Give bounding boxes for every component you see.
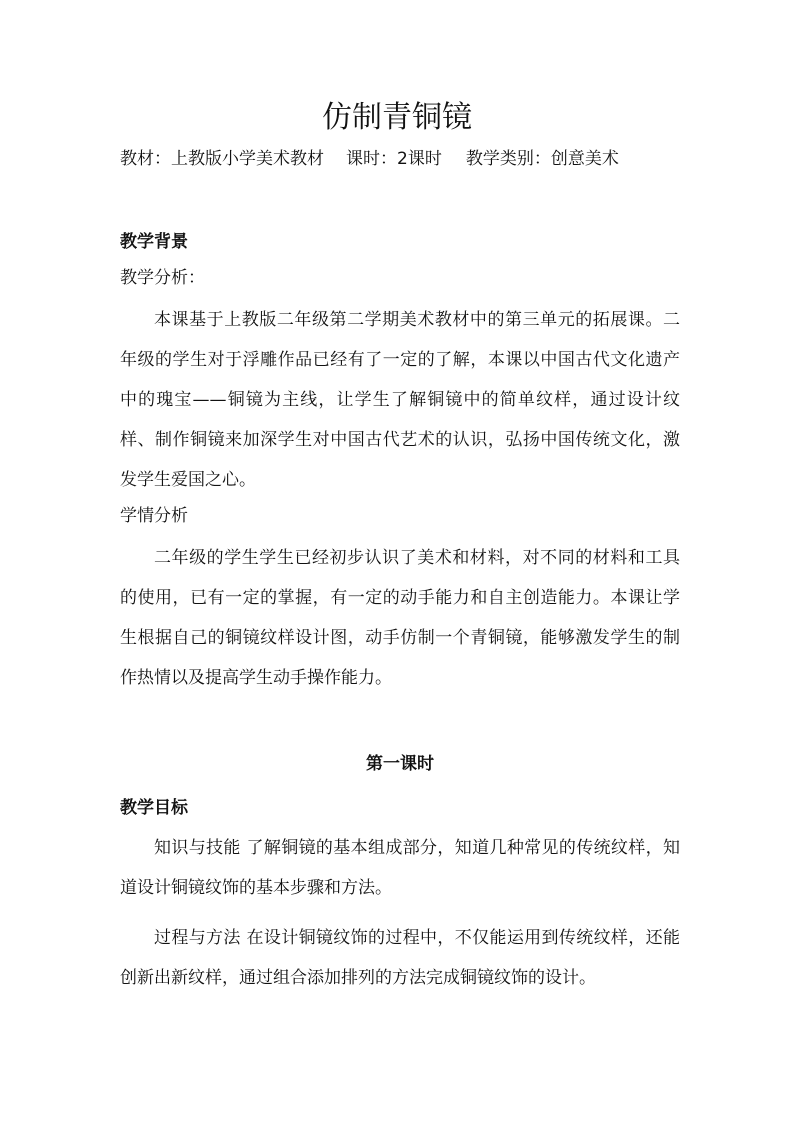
- goal-knowledge-skills: 知识与技能 了解铜镜的基本组成部分，知道几种常见的传统纹样，知道设计铜镜纹饰的基本步骤和方法。: [120, 838, 680, 898]
- document-body: [120, 226, 680, 998]
- analysis-paragraph: 本课基于上教版二年级第二学期美术教材中的第三单元的拓展课。二年级的学生对于浮雕作品已经有了一定的了解，本课以中国古代文化遗产中的瑰宝——铜镜为主线，让学生了解铜镜中的简单纹样，通过设计纹样、制作铜镜来加深学生对中国古代艺术的认识，弘扬中国传统文化，激发学生爱国之心。: [120, 310, 680, 490]
- hours-info: 课时：2课时: [346, 149, 442, 169]
- analysis-heading: 教学分析：: [120, 268, 205, 288]
- background-heading: 教学背景: [120, 232, 188, 252]
- category-info: 教学类别：创意美术: [465, 149, 619, 169]
- material-info: 教材：上教版小学美术教材: [120, 149, 324, 169]
- student-analysis-paragraph: 二年级的学生学生已经初步认识了美术和材料，对不同的材料和工具的使用，已有一定的掌握，有一定的动手能力和自主创造能力。本课让学生根据自己的铜镜纹样设计图，动手仿制一个青铜镜，能够激发学生的制作热情以及提高学生动手操作能力。: [120, 548, 680, 688]
- teaching-goals-heading: 教学目标: [120, 798, 188, 818]
- lesson-one-title: 第一课时: [366, 754, 434, 774]
- student-analysis-heading: 学情分析: [120, 506, 188, 526]
- document-title: 仿制青铜镜: [322, 100, 472, 135]
- goal-process-methods: 过程与方法 在设计铜镜纹饰的过程中，不仅能运用到传统纹样，还能创新出新纹样，通过组合添加排列的方法完成铜镜纹饰的设计。: [120, 928, 680, 988]
- course-meta: [120, 146, 619, 172]
